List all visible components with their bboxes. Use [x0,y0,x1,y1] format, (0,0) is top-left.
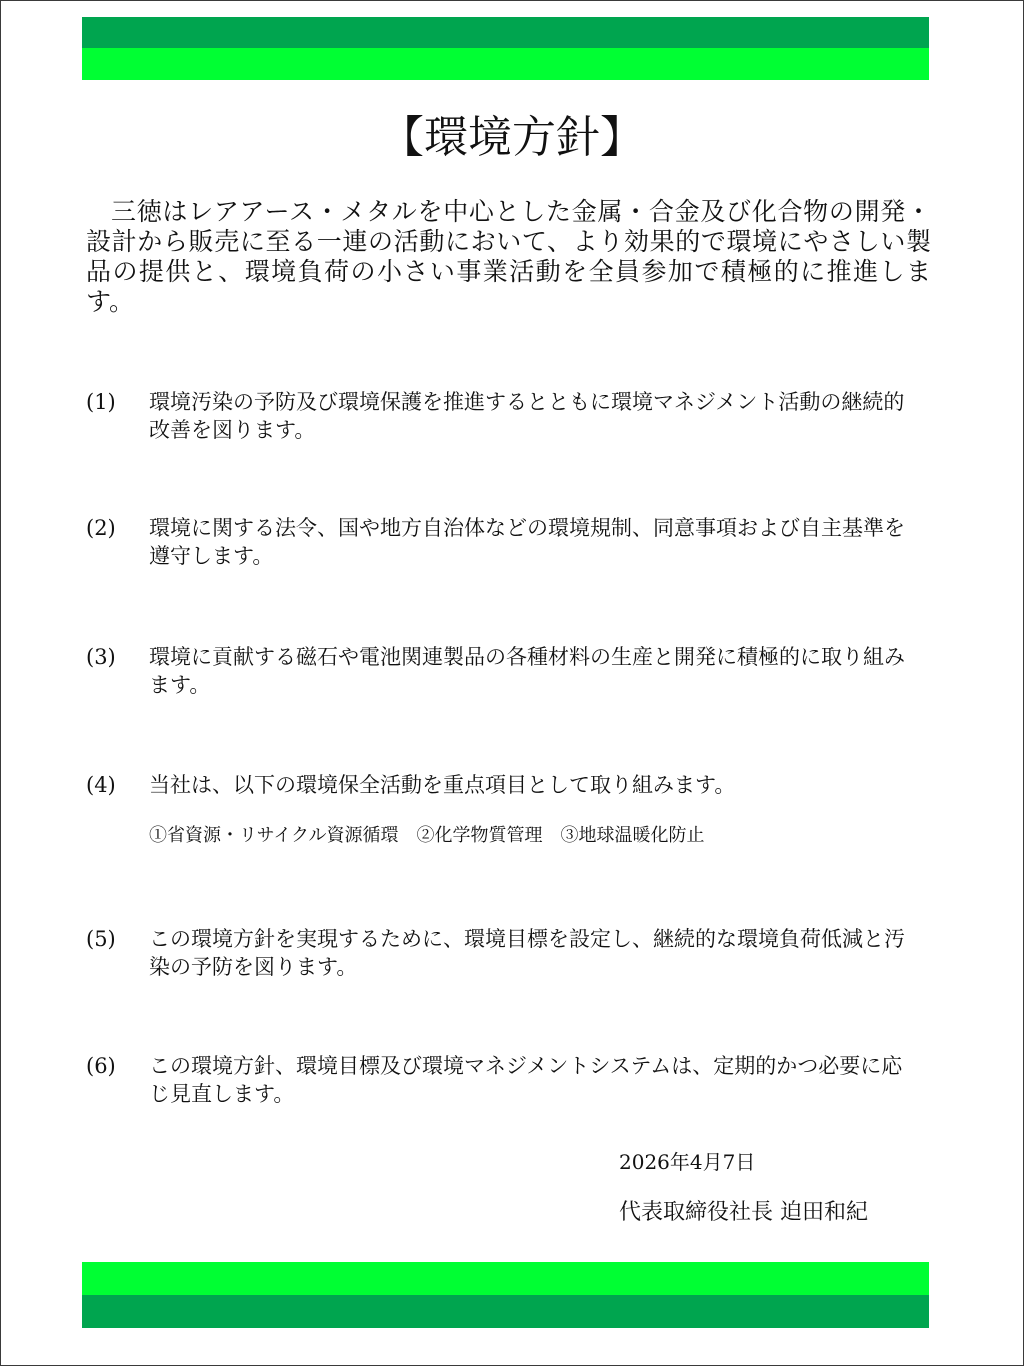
signer-name: 代表取締役社長 迫田和紀 [619,1200,868,1225]
policy-item-2 [86,514,916,570]
item-number: (3) [86,645,116,669]
bottom-band-dark [82,1295,929,1328]
page-title: 【環境方針】 [380,112,644,163]
item-number: (5) [86,927,116,951]
item-text: 環境汚染の予防及び環境保護を推進するとともに環境マネジメント活動の継続的改善を図ります。 [149,390,905,442]
top-band-bright [82,48,929,80]
intro-text: 三徳はレアアース・メタルを中心とした金属・合金及び化合物の開発・設計から販売に至る一連の活動において、より効果的で環境にやさしい製品の提供と、環境負荷の小さい事業活動を全員参加で積極的に推進します。 [86,197,931,316]
item-number: (4) [86,773,116,797]
item-text: この環境方針を実現するために、環境目標を設定し、継続的な環境負荷低減と汚染の予防を図ります。 [149,927,905,979]
item-text: この環境方針、環境目標及び環境マネジメントシステムは、定期的かつ必要に応じ見直します。 [149,1054,903,1106]
item-text: 環境に貢献する磁石や電池関連製品の各種材料の生産と開発に積極的に取り組みます。 [149,645,905,697]
policy-item-1 [86,388,916,444]
policy-item-4 [86,771,916,849]
top-band-dark [82,17,929,48]
intro-paragraph [86,197,931,317]
item-text: 環境に関する法令、国や地方自治体などの環境規制、同意事項および自主基準を遵守します。 [149,516,905,568]
policy-item-6 [86,1052,916,1108]
issue-date: 2026年4月7日 [619,1150,756,1174]
item-number: (6) [86,1054,116,1078]
item-text: 当社は、以下の環境保全活動を重点項目として取り組みます。 [149,773,736,797]
item-number: (1) [86,390,116,414]
policy-item-3 [86,643,916,699]
bottom-band-bright [82,1262,929,1295]
item-subpoints: ①省資源・リサイクル資源循環 ②化学物質管理 ③地球温暖化防止 [149,825,705,846]
item-number: (2) [86,516,116,540]
policy-item-5 [86,925,916,981]
